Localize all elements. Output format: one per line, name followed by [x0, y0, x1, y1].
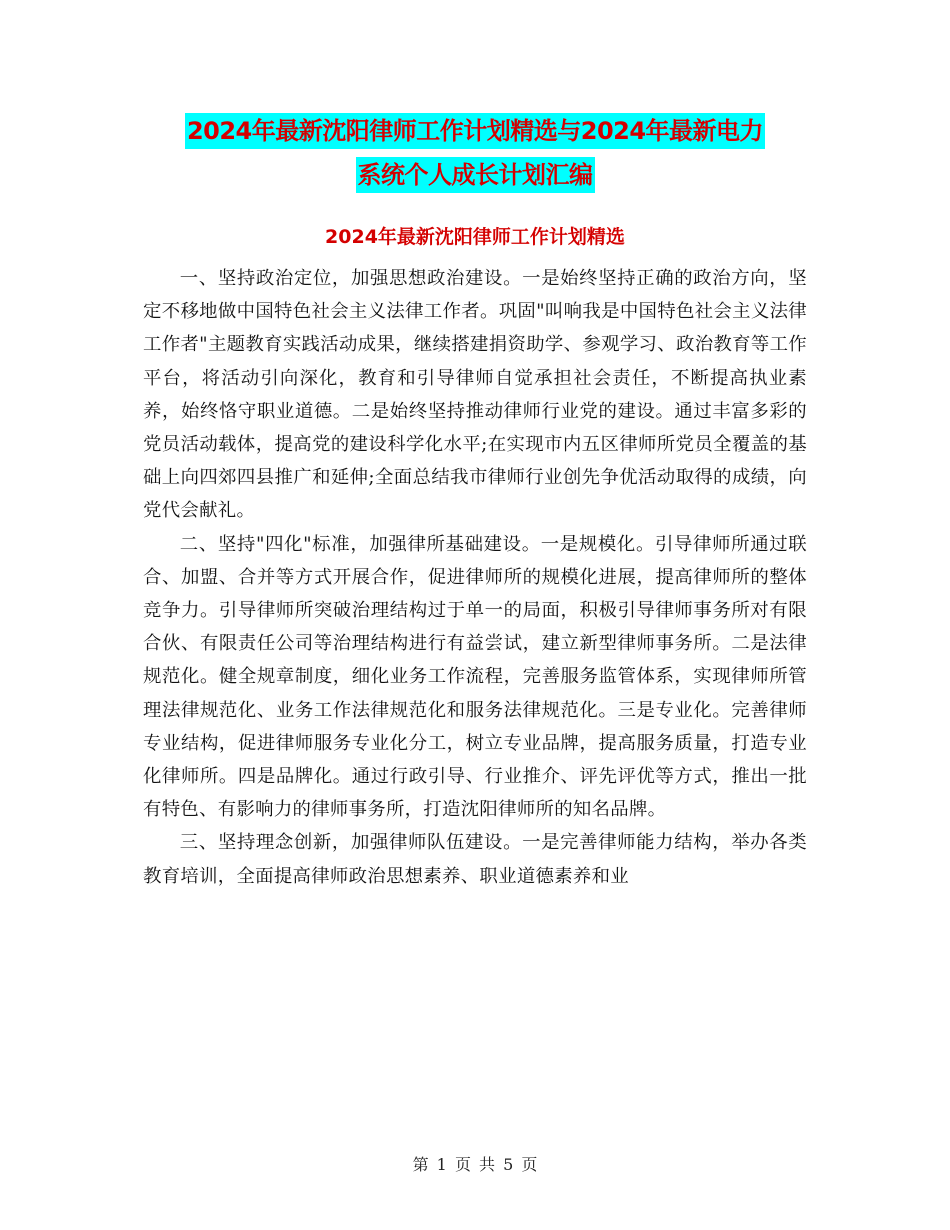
- section-heading: 2024年最新沈阳律师工作计划精选: [325, 226, 625, 248]
- paragraph-2: 二、坚持"四化"标准，加强律所基础建设。一是规模化。引导律师所通过联合、加盟、合并等方式开展合作，促进律师所的规模化进展，提高律师所的整体竞争力。引导律师所突破治理结构过于单一的局面，积极引导律师事务所对有限合伙、有限责任公司等治理结构进行有益尝试，建立新型律师事务所。二是法律规范化。健全规章制度，细化业务工作流程，完善服务监管体系，实现律师所管理法律规范化、业务工作法律规范化和服务法律规范化。三是专业化。完善律师专业结构，促进律师服务专业化分工，树立专业品牌，提高服务质量，打造专业化律师所。四是品牌化。通过行政引导、行业推介、评先评优等方式，推出一批有特色、有影响力的律师事务所，打造沈阳律师所的知名品牌。: [143, 533, 807, 821]
- document-title: [0, 113, 950, 201]
- document-body: [143, 262, 807, 893]
- paragraph-1: 一、坚持政治定位，加强思想政治建设。一是始终坚持正确的政治方向，坚定不移地做中国特色社会主义法律工作者。巩固"叫响我是中国特色社会主义法律工作者"主题教育实践活动成果，继续搭建捐资助学、参观学习、政治教育等工作平台，将活动引向深化，教育和引导律师自觉承担社会责任，不断提高执业素养，始终恪守职业道德。二是始终坚持推动律师行业党的建设。通过丰富多彩的党员活动载体，提高党的建设科学化水平;在实现市内五区律师所党员全覆盖的基础上向四郊四县推广和延伸;全面总结我市律师行业创先争优活动取得的成绩，向党代会献礼。: [143, 268, 807, 522]
- page-footer: 第 1 页 共 5 页: [412, 1155, 538, 1174]
- title-line-2: 系统个人成长计划汇编: [356, 157, 595, 193]
- title-line-1: 2024年最新沈阳律师工作计划精选与2024年最新电力: [185, 113, 765, 149]
- paragraph-3: 三、坚持理念创新，加强律师队伍建设。一是完善律师能力结构，举办各类教育培训，全面提高律师政治思想素养、职业道德素养和业: [143, 832, 807, 887]
